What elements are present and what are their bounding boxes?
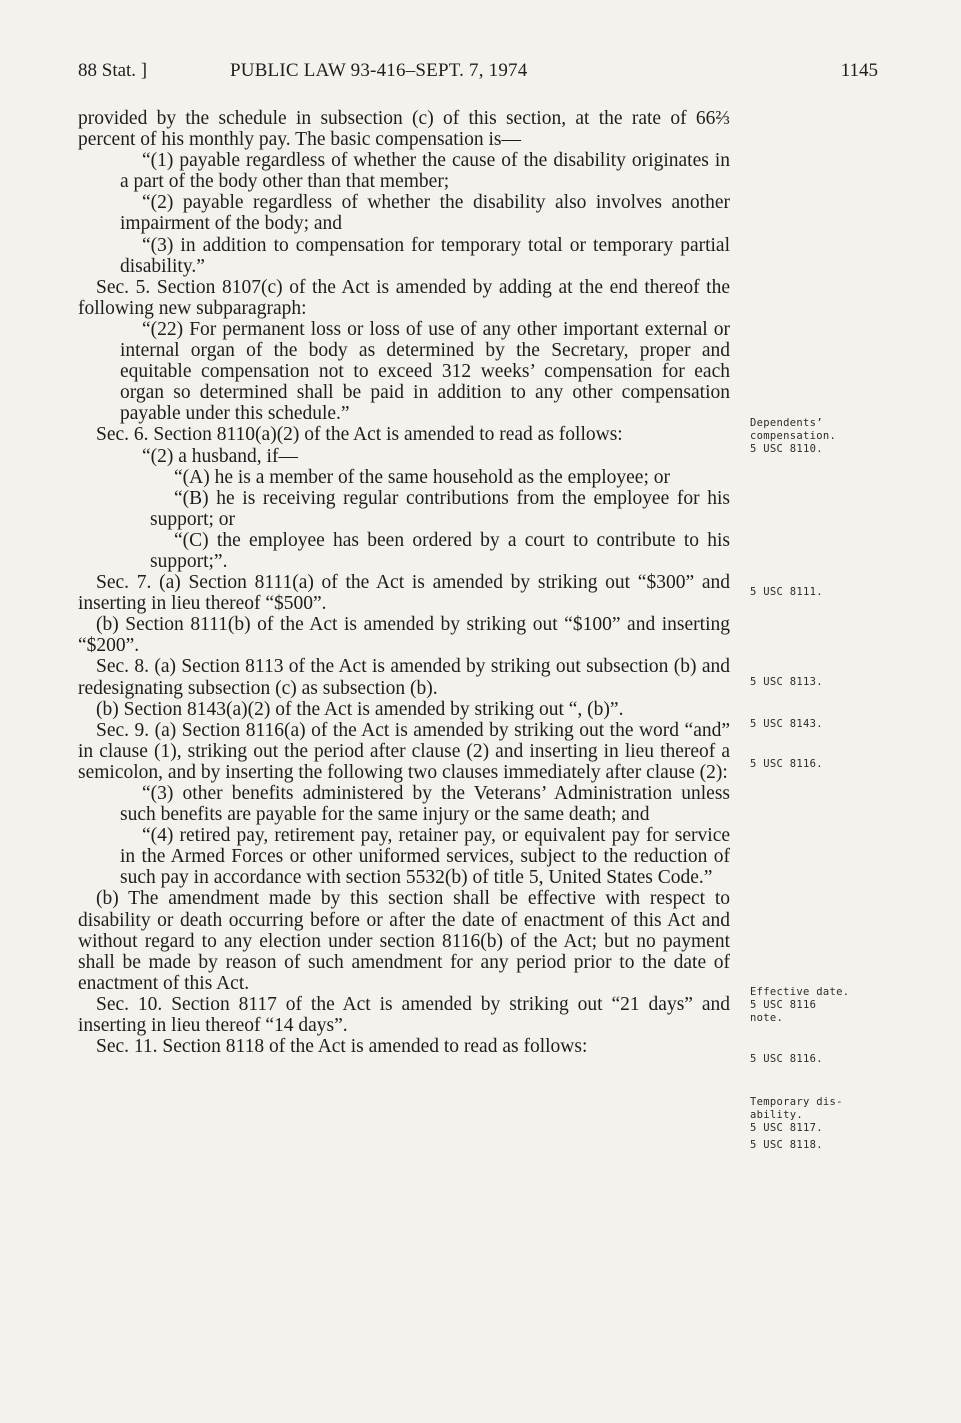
paragraph: (b) The amendment made by this section shall be effective with respect to disability or death occurring before or after the date of enactment of this Act and without regard to any election under section 8116(b) of the Act; but no payment shall be made by reason of such amendment for any period prior to the date of enactment of this Act. (78, 888, 730, 994)
margin-note-line: 5 USC 8111. (750, 586, 823, 598)
paragraph: (b) Section 8111(b) of the Act is amended by striking out “$100” and inserting “$200”. (78, 614, 730, 657)
margin-note (750, 676, 870, 689)
page-number: 1145 (840, 60, 878, 81)
law-title: PUBLIC LAW 93-416–SEPT. 7, 1974 (230, 60, 528, 81)
margin-note-line: 5 USC 8116. (750, 758, 823, 770)
paragraph: Sec. 9. (a) Section 8116(a) of the Act is amended by striking out the word “and” in clause (1), striking out the period after clause (2) and inserting in lieu thereof a semicolon, and by inserting the following two clauses immediately after clause (2): (78, 719, 730, 783)
margin-note (750, 986, 870, 1025)
paragraph: Sec. 10. Section 8117 of the Act is amended by striking out “21 days” and inserting in lieu thereof “14 days”. (78, 993, 730, 1037)
paragraph: “(3) in addition to compensation for temporary total or temporary partial disability.” (120, 234, 730, 277)
paragraph: Sec. 11. Section 8118 of the Act is amended to read as follows: (96, 1036, 588, 1058)
margin-note-line: Effective date. (750, 986, 850, 998)
margin-note-line: 5 USC 8118. (750, 1139, 823, 1151)
paragraph: “(3) other benefits administered by the Veterans’ Administration unless such benefits are payable for the same injury or the same death; and (120, 783, 730, 826)
paragraph: “(2) a husband, if— (142, 445, 298, 467)
margin-note (750, 1053, 870, 1066)
margin-note-line: ability. (750, 1109, 803, 1121)
paragraph: “(1) payable regardless of whether the cause of the disability originates in a part of the body other than that member; (120, 150, 730, 193)
margin-note-line: 5 USC 8116 (750, 999, 817, 1011)
margin-note (750, 1139, 870, 1152)
paragraph: Sec. 7. (a) Section 8111(a) of the Act is amended by striking out “$300” and inserting in lieu thereof “$500”. (78, 572, 730, 615)
paragraph: Sec. 6. Section 8110(a)(2) of the Act is amended to read as follows: (96, 424, 623, 446)
paragraph: “(22) For permanent loss or loss of use of any other important external or internal organ of the body as determined by the Secretary, proper and equitable compensation not to exceed 312 weeks’ compensation for each organ so determined shall be paid in addition to any other compensation payable under this schedule.” (120, 318, 730, 425)
body-text (78, 108, 730, 1057)
paragraph: “(4) retired pay, retirement pay, retainer pay, or equivalent pay for service in the Armed Forces or other uniformed services, subject to the reduction of such pay in accordance with section 5532(b) of title 5, United States Code.” (120, 825, 730, 889)
margin-note-line: 5 USC 8116. (750, 1053, 823, 1065)
paragraph: “(2) payable regardless of whether the disability also involves another impairment of the body; and (120, 192, 730, 235)
paragraph: provided by the schedule in subsection (c) of this section, at the rate of 66⅔ percent of his monthly pay. The basic compensation is— (78, 108, 730, 151)
margin-note-line: Temporary dis- (750, 1096, 843, 1108)
paragraph: “(C) the employee has been ordered by a court to contribute to his support;”. (150, 529, 730, 572)
paragraph: Sec. 5. Section 8107(c) of the Act is amended by adding at the end thereof the following new subparagraph: (78, 276, 730, 319)
margin-note (750, 718, 870, 731)
margin-note-line: 5 USC 8143. (750, 718, 823, 730)
margin-note (750, 758, 870, 771)
margin-note-line: 5 USC 8110. (750, 443, 823, 455)
paragraph: Sec. 8. (a) Section 8113 of the Act is amended by striking out subsection (b) and redesignating subsection (c) as subsection (b). (78, 656, 730, 699)
margin-note (750, 586, 870, 599)
paragraph: “(A) he is a member of the same household as the employee; or (174, 466, 671, 488)
margin-note-line: Dependents’ (750, 417, 823, 429)
paragraph: (b) Section 8143(a)(2) of the Act is amended by striking out “, (b)”. (96, 698, 624, 720)
running-header (78, 60, 878, 86)
margin-note-line: 5 USC 8117. (750, 1122, 823, 1134)
paragraph: “(B) he is receiving regular contributions from the employee for his support; or (150, 487, 730, 530)
statute-volume: 88 Stat. ] (78, 60, 148, 81)
margin-note (750, 417, 870, 456)
margin-note-line: compensation. (750, 430, 837, 442)
margin-note (750, 1096, 870, 1135)
margin-note-line: 5 USC 8113. (750, 676, 823, 688)
margin-note-line: note. (750, 1012, 784, 1024)
